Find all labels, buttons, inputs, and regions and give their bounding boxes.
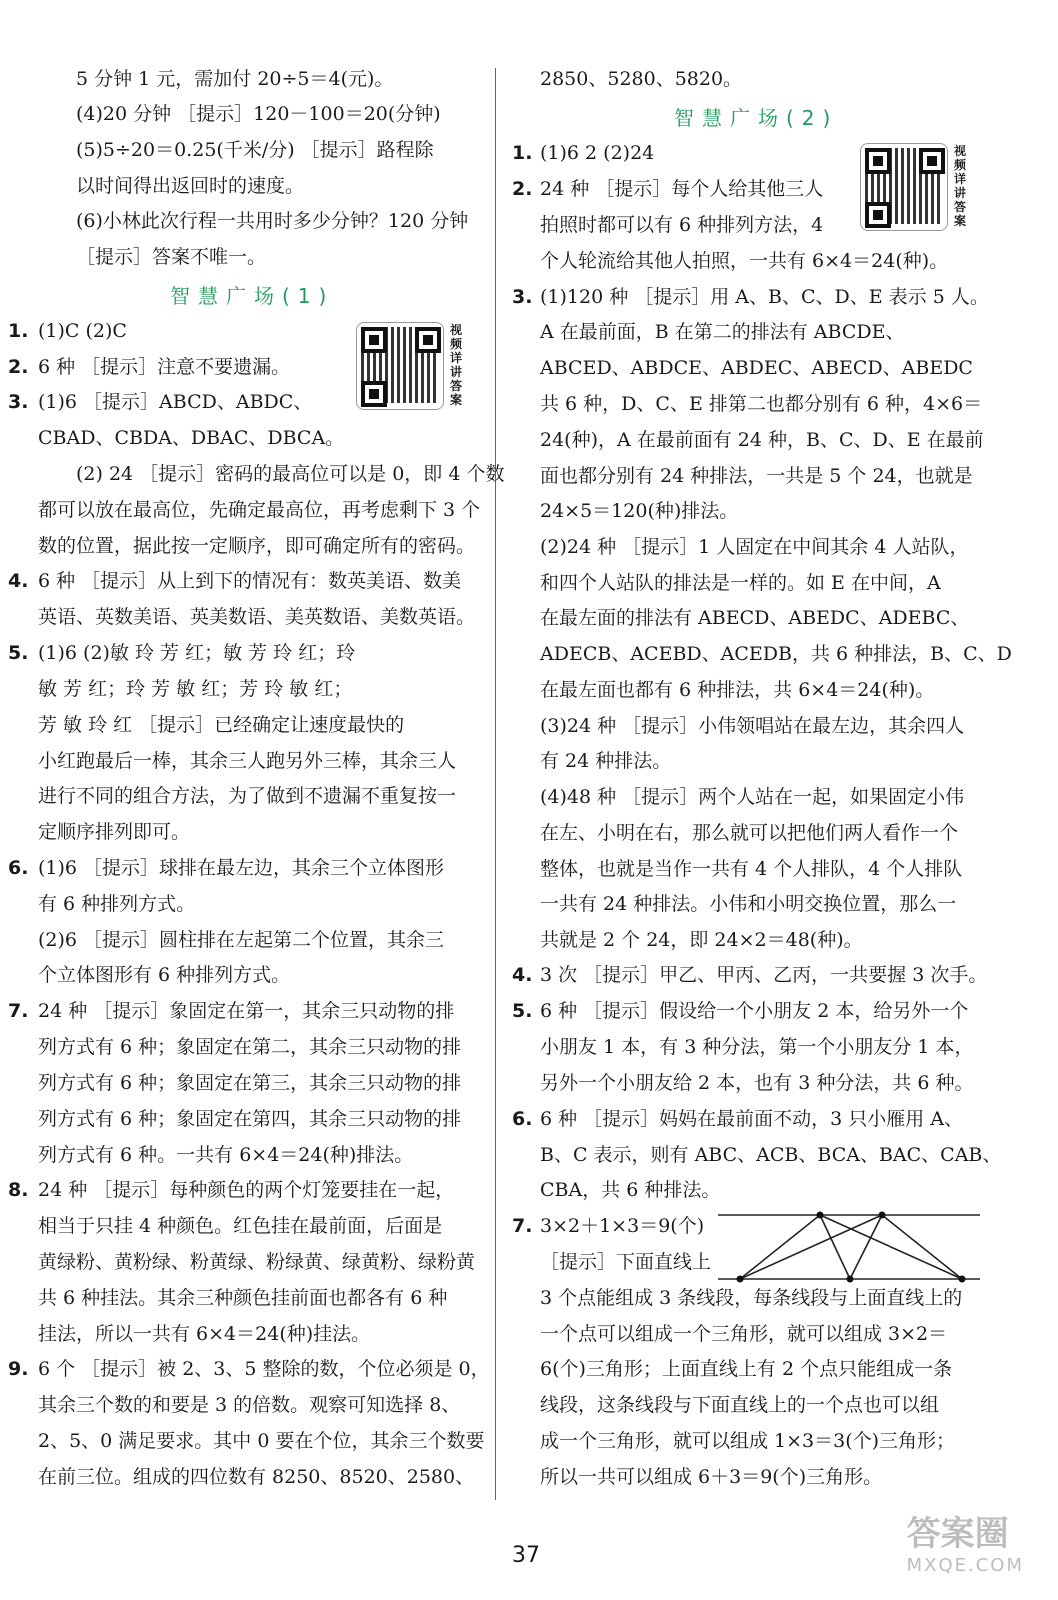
text-line: 24 种 ［提示］象固定在第一，其余三只动物的排 [38, 1000, 455, 1022]
text-line: 2850、5280、5820。 [540, 68, 743, 90]
text-line: 在前三位。组成的四位数有 8250、8520、2580、 [38, 1466, 475, 1488]
qr-label: 视频详讲答案 [449, 323, 462, 407]
text-line: 一共有 24 种排法。小伟和小明交换位置，那么一 [540, 893, 957, 915]
text-line: 在最左面的排法有 ABECD、ABEDC、ADEBC、 [540, 607, 970, 629]
text-line: (2) 24 ［提示］密码的最高位可以是 0，即 4 个数 [76, 463, 505, 485]
qr-code[interactable] [356, 322, 462, 410]
text-line: 都可以放在最高位，先确定最高位，再考虑剩下 3 个 [38, 499, 481, 521]
item-number: 4. [8, 570, 29, 592]
text-line: 黄绿粉、黄粉绿、粉黄绿、粉绿黄、绿黄粉、绿粉黄 [38, 1251, 476, 1273]
text-line: B、C 表示，则有 ABC、ACB、BCA、BAC、CAB、 [540, 1144, 1002, 1166]
point [847, 1276, 854, 1283]
text-line: 6 种 ［提示］从上到下的情况有：数英美语、数美 [38, 570, 462, 592]
point [879, 1212, 886, 1219]
item-number: 5. [8, 642, 29, 664]
triangle-diagram [712, 1207, 982, 1285]
watermark-url: MXQE.COM [906, 1555, 1024, 1576]
text-line: 3 个点能组成 3 条线段，每条线段与上面直线上的 [540, 1287, 963, 1309]
item-number: 7. [8, 1000, 29, 1022]
qr-label: 视频详讲答案 [953, 144, 966, 228]
watermark [907, 1506, 1024, 1576]
item-number: 5. [512, 1000, 533, 1022]
text-line: 有 6 种排列方式。 [38, 893, 196, 915]
item-number: 7. [512, 1215, 533, 1237]
section-title: 智慧广场(2) [674, 106, 839, 130]
point [817, 1212, 824, 1219]
item-number: 9. [8, 1358, 29, 1380]
text-line: 英语、英数美语、英美数语、美英数语、美数英语。 [38, 606, 476, 628]
text-line: 面也都分别有 24 种排法，一共是 5 个 24，也就是 [540, 465, 973, 487]
section-title: 智慧广场(1) [170, 284, 335, 308]
text-line: 整体，也就是当作一共有 4 个人排队，4 个人排队 [540, 858, 963, 880]
text-line: 6 个 ［提示］被 2、3、5 整除的数，个位必须是 0， [38, 1358, 490, 1380]
text-line: (3)24 种 ［提示］小伟领唱站在最左边，其余四人 [540, 715, 965, 737]
point [959, 1276, 966, 1283]
text-line: ADECB、ACEBD、ACEDB，共 6 种排法，B、C、D [540, 643, 1012, 665]
qr-finder [919, 148, 945, 174]
text-line: 其余三个数的和要是 3 的倍数。观察可知选择 8、 [38, 1394, 461, 1416]
page-number: 37 [512, 1543, 540, 1568]
text-line: (1)6 ［提示］ABCD、ABDC、 [38, 391, 313, 413]
text-line: 24 种 ［提示］每个人给其他三人 [540, 178, 824, 200]
segments [740, 1215, 962, 1279]
text-line: (2)24 种 ［提示］1 人固定在中间其余 4 人站队， [540, 536, 969, 558]
column-divider [495, 68, 496, 1500]
watermark-logo: 答案圈 [906, 1514, 1009, 1554]
text-line: 列方式有 6 种。一共有 6×4＝24(种)排法。 [38, 1144, 414, 1166]
text-line: ［提示］下面直线上 [540, 1251, 712, 1273]
text-line: 有 24 种排法。 [540, 750, 672, 772]
item-number: 1. [8, 320, 29, 342]
text-line: 共 6 种挂法。其余三种颜色挂前面也都各有 6 种 [38, 1287, 448, 1309]
text-line: ［提示］答案不唯一。 [76, 246, 267, 268]
text-line: 6 种 ［提示］妈妈在最前面不动，3 只小雁用 A、 [540, 1108, 964, 1130]
text-line: 挂法，所以一共有 6×4＝24(种)挂法。 [38, 1323, 371, 1345]
text-line: 列方式有 6 种；象固定在第四，其余三只动物的排 [38, 1108, 462, 1130]
text-line: 另外一个小朋友给 2 本，也有 3 种分法，共 6 种。 [540, 1072, 974, 1094]
text-line: 6 种 ［提示］假设给一个小朋友 2 本，给另外一个 [540, 1000, 969, 1022]
text-line: 列方式有 6 种；象固定在第三，其余三只动物的排 [38, 1072, 462, 1094]
qr-finder [865, 148, 891, 174]
qr-finder [361, 381, 387, 407]
text-line: 小红跑最后一棒，其余三人跑另外三棒，其余三人 [38, 750, 457, 772]
item-number: 2. [512, 178, 533, 200]
text-line: 在左、小明在右，那么就可以把他们两人看作一个 [540, 822, 959, 844]
item-number: 1. [512, 142, 533, 164]
text-line: (4)20 分钟 ［提示］120－100＝20(分钟) [76, 103, 441, 125]
text-line: 24(种)，A 在最前面有 24 种，B、C、D、E 在最前 [540, 429, 984, 451]
text-line: 线段，这条线段与下面直线上的一个点也可以组 [540, 1394, 940, 1416]
text-line: 6(个)三角形；上面直线上有 2 个点只能组成一条 [540, 1358, 953, 1380]
text-line: 2、5、0 满足要求。其中 0 要在个位，其余三个数要 [38, 1430, 485, 1452]
text-line: 3 次 ［提示］甲乙、甲丙、乙丙，一共要握 3 次手。 [540, 964, 988, 986]
text-line: 数的位置，据此按一定顺序，即可确定所有的密码。 [38, 535, 476, 557]
text-line: (1)6 ［提示］球排在最左边，其余三个立体图形 [38, 857, 445, 879]
item-number: 2. [8, 356, 29, 378]
text-line: 定顺序排列即可。 [38, 821, 191, 843]
text-line: 小朋友 1 本，有 3 种分法，第一个小朋友分 1 本， [540, 1036, 974, 1058]
text-line: 一个点可以组成一个三角形，就可以组成 3×2＝ [540, 1323, 948, 1345]
text-line: CBAD、CBDA、DBAC、DBCA。 [38, 427, 345, 449]
text-line: 敏 芳 红；玲 芳 敏 红；芳 玲 敏 红； [38, 678, 353, 700]
text-line: 共就是 2 个 24，即 24×2＝48(种)。 [540, 929, 863, 951]
qr-finder [865, 202, 891, 228]
text-line: ABCED、ABDCE、ABDEC、ABECD、ABEDC [540, 357, 973, 379]
text-line: CBA，共 6 种排法。 [540, 1179, 721, 1201]
text-line: 进行不同的组合方法，为了做到不遗漏不重复按一 [38, 785, 457, 807]
item-number: 4. [512, 964, 533, 986]
qr-finder [415, 327, 441, 353]
text-line: (1)6 2 (2)24 [540, 142, 655, 164]
text-line: 芳 敏 玲 红 ［提示］已经确定让速度最快的 [38, 714, 405, 736]
text-line: 6 种 ［提示］注意不要遗漏。 [38, 356, 291, 378]
item-number: 8. [8, 1179, 29, 1201]
point [737, 1276, 744, 1283]
text-line: 相当于只挂 4 种颜色。红色挂在最前面，后面是 [38, 1215, 443, 1237]
text-line: 24×5＝120(种)排法。 [540, 500, 739, 522]
text-line: 共 6 种，D、C、E 排第二也都分别有 6 种，4×6＝ [540, 393, 983, 415]
item-number: 6. [8, 857, 29, 879]
item-number: 3. [8, 391, 29, 413]
text-line: 个立体图形有 6 种排列方式。 [38, 964, 291, 986]
text-line: A 在最前面，B 在第二的排法有 ABCDE、 [540, 321, 905, 343]
text-line: (6)小林此次行程一共用时多少分钟？120 分钟 [76, 210, 469, 232]
text-line: 5 分钟 1 元，需加付 20÷5＝4(元)。 [76, 68, 394, 90]
text-line: (4)48 种 ［提示］两个人站在一起，如果固定小伟 [540, 786, 965, 808]
text-line: (5)5÷20＝0.25(千米/分) ［提示］路程除 [76, 139, 434, 161]
text-line: (1)C (2)C [38, 320, 127, 342]
qr-code[interactable] [860, 143, 966, 231]
text-line: (1)120 种 ［提示］用 A、B、C、D、E 表示 5 人。 [540, 286, 989, 308]
text-line: 和四个人站队的排法是一样的。如 E 在中间，A [540, 572, 941, 594]
text-line: 在最左面也都有 6 种排法，共 6×4＝24(种)。 [540, 679, 935, 701]
text-line: 拍照时都可以有 6 种排列方法，4 [540, 214, 824, 236]
text-line: (2)6 ［提示］圆柱排在左起第二个位置，其余三 [38, 929, 445, 951]
text-line: 所以一共可以组成 6＋3＝9(个)三角形。 [540, 1466, 883, 1488]
text-line: 列方式有 6 种；象固定在第二，其余三只动物的排 [38, 1036, 462, 1058]
item-number: 6. [512, 1108, 533, 1130]
text-line: 3×2＋1×3＝9(个) [540, 1215, 705, 1237]
text-line: 以时间得出返回时的速度。 [76, 175, 305, 197]
item-number: 3. [512, 286, 533, 308]
qr-finder [361, 327, 387, 353]
text-line: 成一个三角形，就可以组成 1×3＝3(个)三角形； [540, 1430, 956, 1452]
text-line: (1)6 (2)敏 玲 芳 红；敏 芳 玲 红；玲 [38, 642, 356, 664]
text-line: 个人轮流给其他人拍照，一共有 6×4＝24(种)。 [540, 250, 949, 272]
text-line: 24 种 ［提示］每种颜色的两个灯笼要挂在一起， [38, 1179, 455, 1201]
